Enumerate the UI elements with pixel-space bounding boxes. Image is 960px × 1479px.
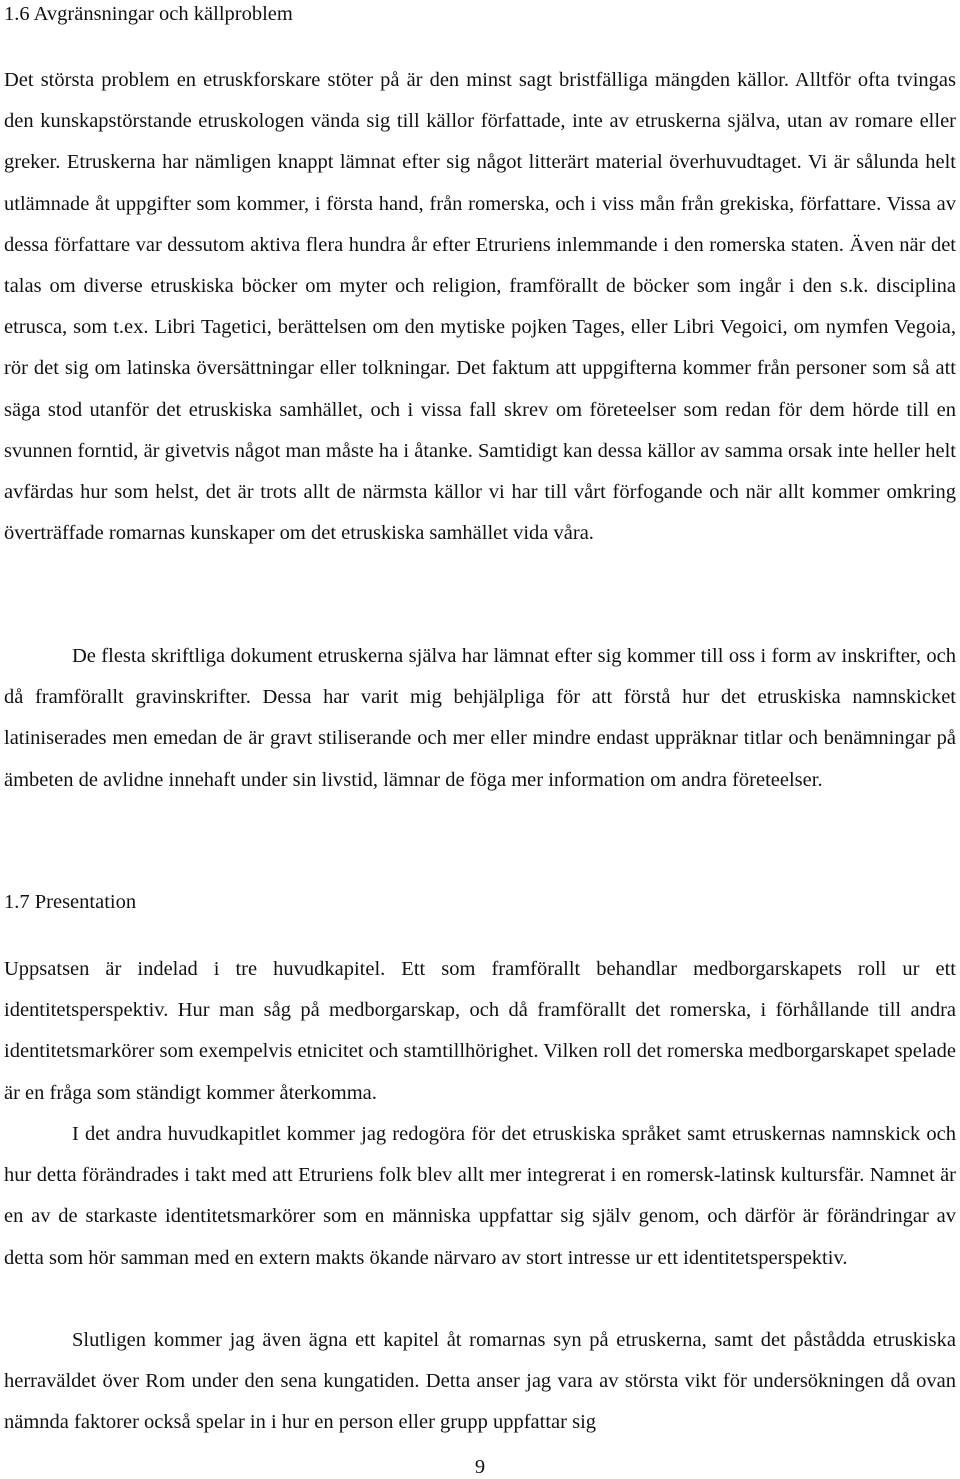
page-number: 9	[474, 1456, 486, 1478]
paragraph-inscriptions: De flesta skriftliga dokument etruskerna själva har lämnat efter sig kommer till oss i form av inskrifter, och då framförallt gravinskrifter. Dessa har varit mig behjälpliga för att förstå hur det etruskiska namnskicket latiniserades men emedan de är gravt stiliserande och mer eller mindre endast uppräknar titlar och benämningar på ämbeten de avlidne innehaft under sin livstid, lämnar de föga mer information om andra företeelser.	[4, 645, 956, 791]
paragraph-chapter-overview: Uppsatsen är indelad i tre huvudkapitel. Ett som framförallt behandlar medborgarskapets roll ur ett identitetsperspektiv. Hur man såg på medborgarskap, och då framförallt det romerska, i förhållande till andra identitetsmarkörer som exempelvis etnicitet och stamtillhörighet. Vilken roll det romerska medborgarskapet spelade är en fråga som ständigt kommer återkomma.	[4, 958, 956, 1104]
section-heading-1-7: 1.7 Presentation	[4, 891, 137, 913]
paragraph-second-chapter: I det andra huvudkapitlet kommer jag redogöra för det etruskiska språket samt etruskernas namnskick och hur detta förändrades i takt med att Etruriens folk blev allt mer integrerat i en romersk-latinsk kultursfär. Namnet är en av de starkaste identitetsmarkörer som en människa uppfattar sig själv genom, och därför är förändringar av detta som hör samman med en extern makts ökande närvaro av stort intresse ur ett identitetsperspektiv.	[4, 1123, 956, 1269]
section-heading-1-6: 1.6 Avgränsningar och källproblem	[4, 3, 293, 25]
paragraph-final-chapter: Slutligen kommer jag även ägna ett kapitel åt romarnas syn på etruskerna, samt det påstådda etruskiska herraväldet över Rom under den sena kungatiden. Detta anser jag vara av största vikt för undersökningen då ovan nämnda faktorer också spelar in i hur en person eller grupp uppfattar sig	[4, 1329, 956, 1434]
paragraph-sources-problem: Det största problem en etruskforskare stöter på är den minst sagt bristfälliga mängden källor. Alltför ofta tvingas den kunskapstörstande etruskologen vända sig till källor författade, inte av etruskerna själva, utan av romare eller greker. Etruskerna har nämligen knappt lämnat efter sig något litterärt material överhuvudtaget. Vi är sålunda helt utlämnade åt uppgifter som kommer, i första hand, från romerska, och i viss mån från grekiska, författare. Vissa av dessa författare var dessutom aktiva flera hundra år efter Etruriens inlemmande i den romerska staten. Även när det talas om diverse etruskiska böcker om myter och religion, framförallt de böcker som ingår i den s.k. disciplina etrusca, som t.ex. Libri Tagetici, berättelsen om den mytiske pojken Tages, eller Libri Vegoici, om nymfen Vegoia, rör det sig om latinska översättningar eller tolkningar. Det faktum att uppgifterna kommer från personer som så att säga stod utanför det etruskiska samhället, och i vissa fall skrev om företeelser som redan för dem hörde till en svunnen forntid, är givetvis något man måste ha i åtanke. Samtidigt kan dessa källor av samma orsak inte heller helt avfärdas hur som helst, det är trots allt de närmsta källor vi har till vårt förfogande och när allt kommer omkring överträffade romarnas kunskaper om det etruskiska samhället vida våra.	[4, 69, 956, 545]
